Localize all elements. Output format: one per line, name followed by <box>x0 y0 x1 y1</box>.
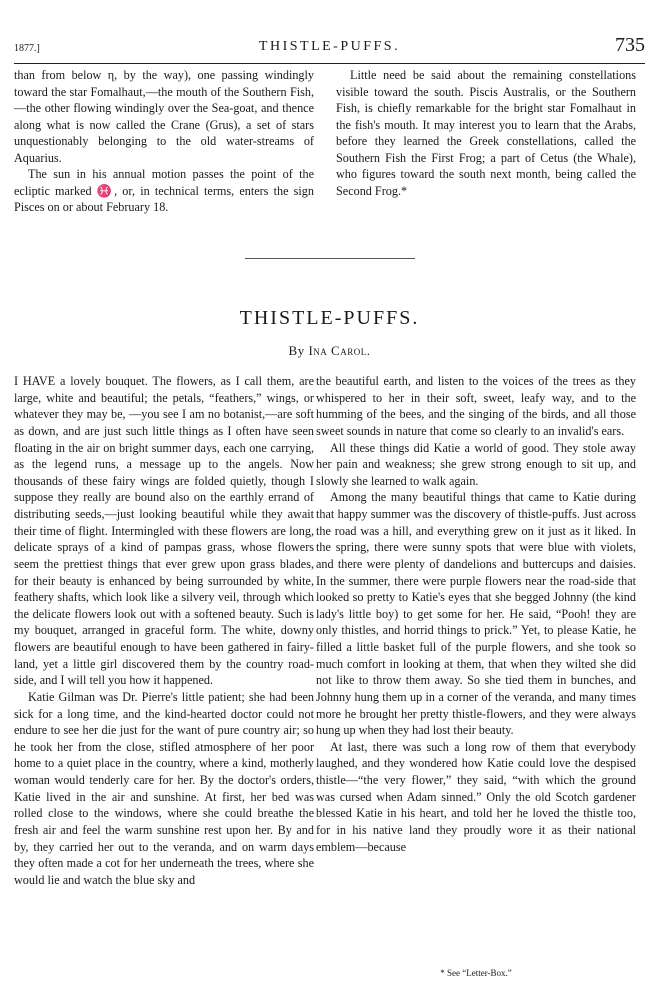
header-rule <box>14 63 645 64</box>
page-number: 735 <box>615 34 645 56</box>
paragraph: Little need be said about the remaining constellations visible toward the south. Piscis Australis, or the Southern Fish, is chiefly remarkable for the bright star Fomalhaut in the fish's mouth. It may interest you to learn that the Arabs, before they learned the Greek constellations, called the Southern Fish the First Frog; a part of Cetus (the Whale), who figures toward the south next month, being called the Second Frog.* <box>336 68 636 198</box>
article-left-column <box>14 373 314 888</box>
paragraph: Among the many beautiful things that came to Katie during that happy summer was the discovery of thistle-puffs. Just across the road was a hill, and everything grew on it just as it liked. In the spring, there were sunny spots that were blue with violets, and there were plenty of dandelions and buttercups and daisies. In the summer, there were purple flowers near the road-side that looked so pretty to Katie's eyes that she begged Johnny (the kind lady's little boy) to get some for her. He said, “Pooh! they are only thistles, and horrid things to prick.” Yet, to please Katie, he filled a little basket full of the purple flowers, and she took so much comfort in looking at them, that when they wilted she did not like to throw them away. So she tied them in bunches, and Johnny hung them up in a corner of the veranda, and many times more he brought her pretty thistle-flowers, and they were always hung up when they had lost their beauty. <box>316 490 636 738</box>
previous-article-left-column <box>14 67 314 216</box>
running-header <box>14 34 645 58</box>
byline <box>0 343 659 359</box>
header-year: 1877.] <box>14 43 40 54</box>
article-title: THISTLE-PUFFS. <box>239 307 420 329</box>
opening-words: I HAVE <box>14 374 56 388</box>
paragraph: than from below η, by the way), one passing windingly toward the star Fomalhaut,—the mouth of the Southern Fish,—the other flowing windingly over the Sea-goat, and thence along what is now called the Crane (Grus), a set of stars unquestionably belonging to the old water-streams of Aquarius. <box>14 68 314 165</box>
byline-prefix: By <box>288 343 305 358</box>
paragraph: Katie Gilman was Dr. Pierre's little patient; she had been sick for a long time, and the kind-hearted doctor could not endure to see her die just for the want of pure country air; so he took her from the close, stifled atmosphere of her poor home to a quiet place in the country, where a kind, motherly woman would tenderly care for her. By the doctor's orders, Katie lived in the air and sunshine. At first, her bed was rolled close to the windows, where she could breathe the fresh air and feel the warm sunshine rest upon her. By and by, they carried her out to the veranda, and on warm days they often made a cot for her underneath the trees, where she would lie and watch the blue sky and <box>14 689 314 887</box>
paragraph: the beautiful earth, and listen to the voices of the trees as they whispered to her in their soft, sweet, leafy way, and to the humming of the bees, and the singing of the birds, and all those sweet sounds in nature that come so clearly to an invalid's ears. <box>316 374 636 438</box>
opening-paragraph-text: a lovely bouquet. The flowers, as I call them, are large, white and beautiful; the petals, “feathers,” wings, or whatever they may be, —you see I am no botanist,—are soft as down, and are just such little things as I often have seen floating in the air on bright summer days, each one carrying, as the legend runs, a message up to the angels. Now thousands of these fairy wings are folded quietly, though I suppose they really are bound also on the earthly errand of distributing seeds,—just looking beautiful while they await their time of flight. Intermingled with these flowers are long, delicate sprays of a kind of pampas grass, whose flowers seem the prettiest things that ever grew upon grass blades, for their beauty is enhanced by being surrounded by white, feathery shafts, which look like a silvery veil, through which the delicate flowers look out with a softened beauty. Such is my bouquet, arranged in graceful form. The white, downy flowers are beautiful enough to have been gathered in fairy-land, yet a little girl discovered them by the country road-side, and I will tell you how it happened. <box>14 374 315 688</box>
author-name: Ina Carol. <box>308 343 371 358</box>
footnote: * See “Letter-Box.” <box>440 968 512 978</box>
section-divider <box>245 258 415 259</box>
article-right-column <box>316 373 636 855</box>
header-running-title: THISTLE-PUFFS. <box>258 39 401 54</box>
paragraph: At last, there was such a long row of them that everybody laughed, and they wondered how Katie could love the despised thistle—“the very flower,” they said, “with which the ground was cursed when Adam sinned.” Only the old Scotch gardener blessed Katie in his heart, and told her he loved the thistle too, for in his native land they proudly wore it as their national emblem—because <box>316 739 636 854</box>
opening-paragraph <box>14 373 314 689</box>
previous-article-right-column <box>336 67 636 199</box>
paragraph: All these things did Katie a world of good. They stole away her pain and weakness; she grew strong enough to sit up, and slowly she learned to walk again. <box>316 440 636 488</box>
paragraph: The sun in his annual motion passes the point of the ecliptic marked ♓, or, in technical terms, enters the sign Pisces on or about February 18. <box>14 167 314 215</box>
